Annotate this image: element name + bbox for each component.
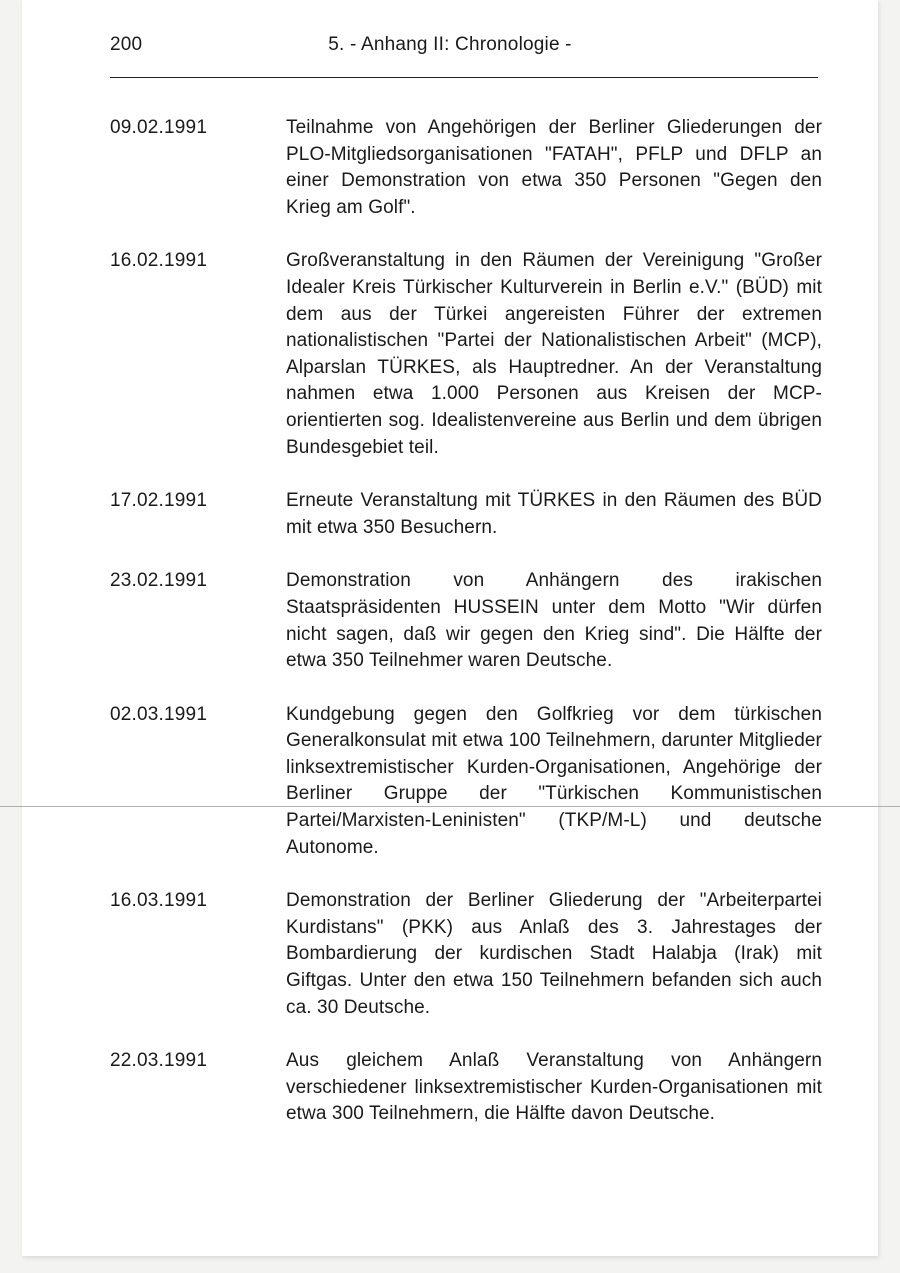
entry-text: Aus gleichem Anlaß Veranstaltung von Anhängern verschiedener linksextremistischer Kurden-Organisationen mit etwa 300 Teilnehmern, die Hälfte davon Deutsche. bbox=[286, 1050, 822, 1125]
entry-text: Großveranstaltung in den Räumen der Vereinigung "Großer Idealer Kreis Türkischer Kulturverein in Berlin e.V." (BÜD) mit dem aus der Türkei angereisten Führer der extremen nationalistischen "Partei der Nationalistischen Arbeit" (MCP), Alparslan TÜRKES, als Hauptredner. An der Veranstaltung nahmen etwa 1.000 Personen aus Kreisen der MCP-orientierten sog. Idealistenvereine aus Berlin und dem übrigen Bundesgebiet teil. bbox=[286, 250, 822, 458]
chronology-entry bbox=[110, 248, 822, 461]
chronology-entry bbox=[110, 702, 822, 862]
entry-date: 17.02.1991 bbox=[110, 490, 208, 512]
entry-text: Erneute Veranstaltung mit TÜRKES in den Räumen des BÜD mit etwa 350 Besuchern. bbox=[286, 490, 822, 538]
entry-text: Kundgebung gegen den Golfkrieg vor dem türkischen Generalkonsulat mit etwa 100 Teilnehmern, darunter Mitglieder linksextremistischer Kurden-Organisationen, Angehörige der Berliner Gruppe der "Türkischen Kommunistischen Partei/Marxisten-Leninisten" (TKP/M-L) und deutsche Autonome. bbox=[286, 703, 822, 858]
entry-date: 22.03.1991 bbox=[110, 1050, 208, 1072]
chronology-entry bbox=[110, 1048, 822, 1128]
entry-date: 16.03.1991 bbox=[110, 890, 208, 912]
running-header: 5. - Anhang II: Chronologie - bbox=[328, 34, 572, 55]
chronology-entry bbox=[110, 115, 822, 221]
entry-date: 02.03.1991 bbox=[110, 703, 208, 725]
entry-date: 16.02.1991 bbox=[110, 250, 208, 272]
chronology-list bbox=[110, 115, 822, 1155]
entry-text: Teilnahme von Angehörigen der Berliner Gliederungen der PLO-Mitgliedsorganisationen "FATAH", PFLP und DFLP an einer Demonstration von etwa 350 Personen "Gegen den Krieg am Golf". bbox=[286, 117, 822, 218]
entry-date: 23.02.1991 bbox=[110, 570, 208, 592]
header-rule bbox=[110, 77, 818, 78]
chronology-entry bbox=[110, 568, 822, 674]
entry-text: Demonstration der Berliner Gliederung der "Arbeiterpartei Kurdistans" (PKK) aus Anlaß des 3. Jahrestages der Bombardierung der kurdischen Stadt Halabja (Irak) mit Giftgas. Unter den etwa 150 Teilnehmern befanden sich auch ca. 30 Deutsche. bbox=[286, 890, 822, 1018]
page-number: 200 bbox=[110, 34, 143, 55]
chronology-entry bbox=[110, 488, 822, 541]
entry-text: Demonstration von Anhängern des irakischen Staatspräsidenten HUSSEIN unter dem Motto "Wir dürfen nicht sagen, daß wir gegen den Krieg sind". Die Hälfte der etwa 350 Teilnehmer waren Deutsche. bbox=[286, 570, 822, 672]
entry-date: 09.02.1991 bbox=[110, 117, 208, 138]
chronology-entry bbox=[110, 888, 822, 1021]
